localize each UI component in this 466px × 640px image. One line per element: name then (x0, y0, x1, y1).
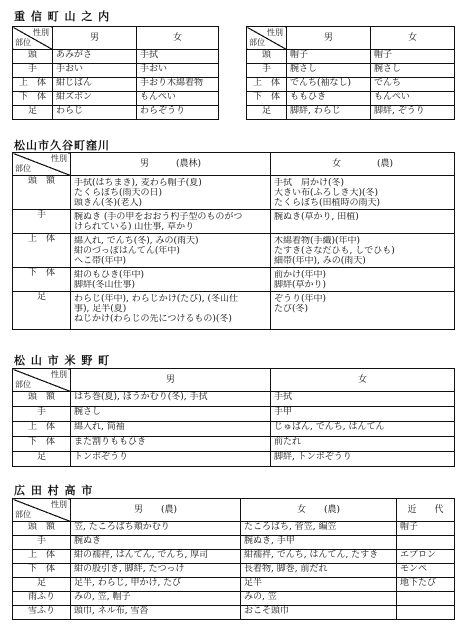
corner-cell (247, 27, 287, 50)
table-cell (71, 210, 271, 234)
cell-line: けられている) 山仕事, 草かり (74, 222, 195, 232)
table-row (13, 392, 455, 407)
body-part-label: 下 体 (13, 437, 71, 452)
table-s3 (12, 368, 455, 467)
table-cell: もんぺい (137, 92, 219, 106)
table-cell (271, 176, 455, 210)
table-row (13, 564, 455, 578)
table-cell: 腕さし (71, 407, 271, 422)
table-cell (71, 292, 271, 330)
table-row (13, 50, 219, 64)
table-row (13, 210, 455, 234)
table-cell: 前たれ (271, 437, 455, 452)
body-part-label: 上 体 (247, 78, 287, 92)
table-cell: 腕ぬき (71, 536, 241, 550)
table-cell: 腕さし (371, 64, 455, 78)
table-cell: 紺ズボン (53, 92, 137, 106)
table-row (13, 550, 455, 564)
table-cell (71, 176, 271, 210)
table-s2 (12, 152, 455, 330)
table-cell: はち巻(夏), ほうかむり(冬), 手拭 (71, 392, 271, 407)
table-row (13, 234, 455, 268)
table-row (247, 50, 455, 64)
table-cell: 手拭 (137, 50, 219, 64)
body-part-label: 頭 額 (13, 392, 71, 407)
table-row (247, 64, 455, 78)
table-cell: 帽子 (287, 50, 371, 64)
table-cell: 腕ぬき, 手甲 (241, 536, 397, 550)
table-row (13, 592, 455, 606)
body-part-label: 上 体 (13, 550, 71, 564)
table-row (13, 92, 219, 106)
table-cell (271, 210, 455, 234)
cell-line: ねじかけ(わらじの先につけるもの)(冬) (74, 314, 232, 324)
corner-sex-label: 性別 (51, 500, 67, 509)
cell-line: 大きい布(ふろしき大)(冬) (274, 188, 379, 198)
corner-part-label: 部位 (15, 164, 31, 173)
table-cell: 足半, わらじ, 甲かけ, たび (71, 578, 241, 592)
table-row (13, 176, 455, 210)
table-cell: じゅばん, でんち, はんてん (271, 422, 455, 437)
table-cell: 腕さし (287, 64, 371, 78)
body-part-label: 手 (247, 64, 287, 78)
cell-line: 紺のもひき(年中) (74, 270, 145, 280)
header-male: 男 (農林) (71, 153, 271, 176)
body-part-label: 頭 額 (13, 176, 71, 210)
cell-line: たび(冬) (274, 304, 309, 314)
cell-line: わらじ(年中), わらじかけ(たび), (冬山仕 (74, 294, 239, 304)
table-cell: 紺じばん (53, 78, 137, 92)
cell-line: 脚絆(草かり) (274, 280, 327, 290)
table-row (13, 268, 455, 292)
body-part-label: 頭 (13, 50, 53, 64)
corner-part-label: 部位 (15, 510, 31, 519)
body-part-label: 足 (13, 578, 71, 592)
table-cell (397, 536, 455, 550)
table-cell: 手おい (53, 64, 137, 78)
table-cell: また割りももひき (71, 437, 271, 452)
table-cell: 脚絆, トンボぞうり (271, 452, 455, 467)
table-row (13, 452, 455, 467)
table-cell: 帽子 (371, 50, 455, 64)
body-part-label: 上 体 (13, 422, 71, 437)
table-cell: 脚絆, ぞうり (371, 106, 455, 120)
body-part-label: 足 (13, 106, 53, 120)
cell-line: 脚絆(冬山仕事) (74, 280, 136, 290)
table-cell: 紺襦袢, でんち, はんてん, たすき (241, 550, 397, 564)
body-part-label: 下 体 (13, 564, 71, 578)
header-female: 女 (371, 27, 455, 50)
table-cell (71, 234, 271, 268)
table-cell: あみがさ (53, 50, 137, 64)
table-cell (71, 268, 271, 292)
table-cell: 笠, たころばち頬かむり (71, 522, 241, 536)
header-female: 女 (137, 27, 219, 50)
cell-line: 手拭(はちまき), 麦わら帽子(夏) (74, 178, 202, 188)
table-cell: 紺の股引き, 脚絆, たつっけ (71, 564, 241, 578)
corner-cell (13, 153, 71, 176)
cell-line: 紺のづっぽはんてん(年中) (74, 246, 180, 256)
table-row (247, 92, 455, 106)
header-male: 男 (53, 27, 137, 50)
table-cell: ももひき (287, 92, 371, 106)
table-cell: 頭巾, ネル布, 雪沓 (71, 606, 241, 620)
table-cell: 足半 (241, 578, 397, 592)
cell-line: たくらぼち(田植時の雨天) (274, 198, 381, 208)
table-row (13, 578, 455, 592)
table-s1-right (246, 26, 455, 120)
cell-line: 木綿着物(手織)(年中) (274, 236, 361, 246)
table-cell: おこそ頭巾 (241, 606, 397, 620)
cell-line: 頭きん(冬)(老人) (74, 198, 143, 208)
body-part-label: 下 体 (247, 92, 287, 106)
cell-line: 腕ぬき(草かり, 田植) (274, 212, 359, 222)
body-part-label: 頭 (247, 50, 287, 64)
body-part-label: 頭 額 (13, 522, 71, 536)
body-part-label: 足 (13, 292, 71, 330)
table-cell: 脚絆, わらじ (287, 106, 371, 120)
table-row (13, 422, 455, 437)
table-cell: モンペ (397, 564, 455, 578)
corner-sex-label: 性別 (51, 154, 67, 163)
table-cell: みの, 笠, 帽子 (71, 592, 241, 606)
cell-line: 手拭 肩かけ(冬) (274, 178, 345, 188)
table-cell: みの, 笠 (241, 592, 397, 606)
corner-sex-label: 性別 (51, 370, 67, 379)
body-part-label: 手 (13, 210, 71, 234)
body-part-label: 下 体 (13, 92, 53, 106)
table-row (247, 78, 455, 92)
cell-line: ぞうり(年中) (274, 294, 327, 304)
table-cell (397, 606, 455, 620)
table-cell: でんち (371, 78, 455, 92)
table-cell: 手拭 (271, 392, 455, 407)
table-cell: 長着物, 脚巻, 前だれ (241, 564, 397, 578)
corner-cell (13, 369, 71, 392)
cell-line: 綿入れ, でんち(冬), みの(雨天) (74, 236, 199, 246)
body-part-label: 手 (13, 407, 71, 422)
corner-sex-label: 性別 (267, 28, 283, 37)
table-cell: たころばち, 菅笠, 編笠 (241, 522, 397, 536)
body-part-label: 上 体 (13, 78, 53, 92)
cell-line: 事), 足半(夏) (74, 304, 127, 314)
table-row (247, 106, 455, 120)
table-cell: 帽子 (397, 522, 455, 536)
body-part-label: 手 (13, 536, 71, 550)
header-male: 男 (農) (71, 499, 241, 522)
section-title: 重 信 町 山 之 内 (14, 10, 111, 23)
section-title: 松山市久谷町窪川 (14, 139, 110, 152)
table-s4 (12, 498, 455, 620)
cell-line: へこ帯(年中) (74, 256, 127, 266)
table-cell (397, 592, 455, 606)
table-row (13, 407, 455, 422)
table-cell (271, 292, 455, 330)
table-cell: 紺の襦袢, はんてん, でんち, 厚司 (71, 550, 241, 564)
header-male: 男 (71, 369, 271, 392)
cell-line: 前かけ(年中) (274, 270, 327, 280)
header-modern: 近 代 (397, 499, 455, 522)
header-female: 女 (農) (271, 153, 455, 176)
header-female: 女 (農) (241, 499, 397, 522)
table-cell: 手おり木綿着物 (137, 78, 219, 92)
table-cell: トンボぞうり (71, 452, 271, 467)
body-part-label: 手 (13, 64, 53, 78)
section-title: 広 田 村 高 市 (14, 484, 94, 497)
corner-cell (13, 499, 71, 522)
table-row (13, 536, 455, 550)
corner-part-label: 部位 (249, 38, 265, 47)
table-row (13, 106, 219, 120)
body-part-label: 下 体 (13, 268, 71, 292)
table-cell: 地下たび (397, 578, 455, 592)
table-cell: でんち(袖なし) (287, 78, 371, 92)
body-part-label: 上 体 (13, 234, 71, 268)
table-cell: 手甲 (271, 407, 455, 422)
body-part-label: 雨ふり (13, 592, 71, 606)
corner-part-label: 部位 (15, 38, 31, 47)
table-row (13, 522, 455, 536)
table-cell: もんぺい (371, 92, 455, 106)
cell-line: たすき(さなだひも, しでひも) (274, 246, 395, 256)
table-row (13, 606, 455, 620)
body-part-label: 足 (13, 452, 71, 467)
table-cell: わらぞうり (137, 106, 219, 120)
table-row (13, 78, 219, 92)
corner-sex-label: 性別 (33, 28, 49, 37)
header-male: 男 (287, 27, 371, 50)
table-cell (271, 234, 455, 268)
table-cell (271, 268, 455, 292)
table-row (13, 292, 455, 330)
table-cell: 綿入れ, 筒袖 (71, 422, 271, 437)
body-part-label: 雪ふり (13, 606, 71, 620)
corner-cell (13, 27, 53, 50)
cell-line: たくらぼち(雨天の日) (74, 188, 163, 198)
body-part-label: 足 (247, 106, 287, 120)
table-cell: わらじ (53, 106, 137, 120)
section-title: 松 山 市 米 野 町 (14, 354, 111, 367)
table-cell: 手おい (137, 64, 219, 78)
table-s1-left (12, 26, 219, 120)
cell-line: 腕ぬき (手の甲をおおう杓子型のものがつ (74, 212, 243, 222)
header-female: 女 (271, 369, 455, 392)
table-row (13, 437, 455, 452)
corner-part-label: 部位 (15, 380, 31, 389)
table-cell: エプロン (397, 550, 455, 564)
cell-line: 細帯(年中), みの(雨天) (274, 256, 366, 266)
table-row (13, 64, 219, 78)
